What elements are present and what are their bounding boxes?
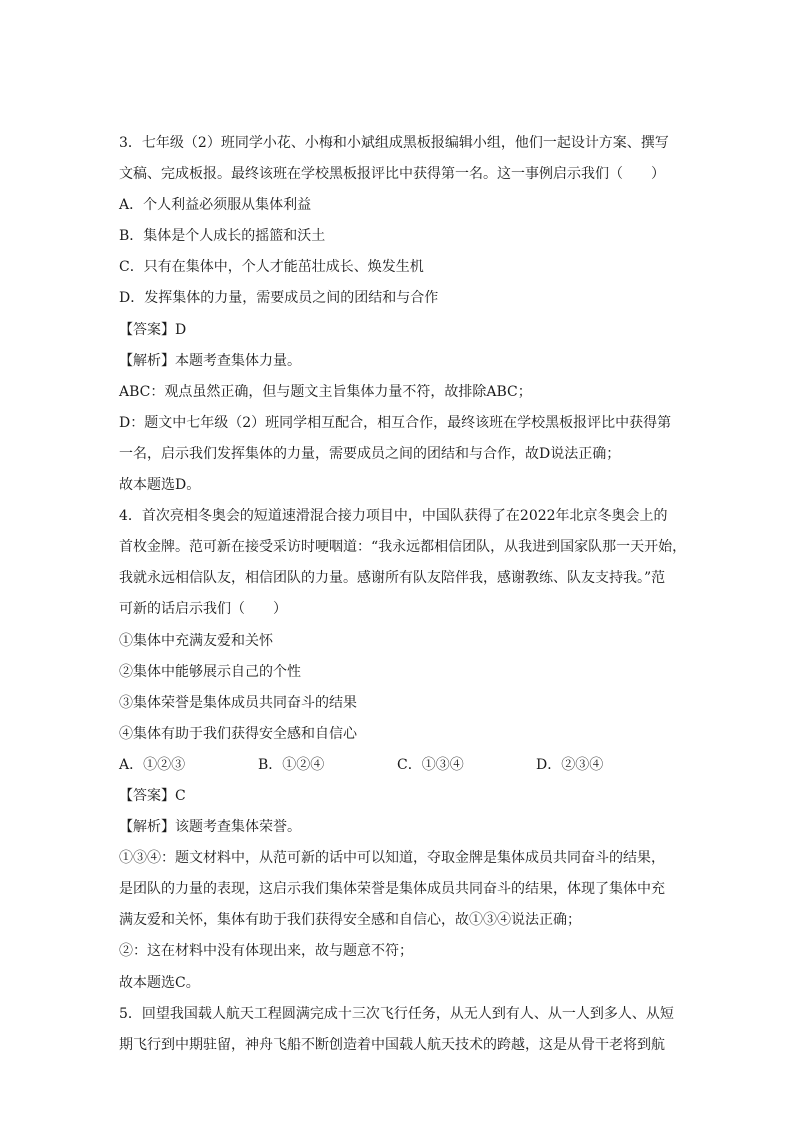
q3-analysis-line: ABC：观点虽然正确，但与题文主旨集体力量不符，故排除ABC； (119, 383, 532, 400)
q4-analysis-line: ②：这在材料中没有体现出来，故与题意不符； (119, 943, 413, 960)
q4-stem-line: 4．首次亮相冬奥会的短道速滑混合接力项目中，中国队获得了在2022年北京冬奥会上的 (119, 508, 668, 525)
q4-stem-line: 我就永远相信队友，相信团队的力量。感谢所有队友陪伴我，感谢教练、队友支持我。”范 (119, 570, 666, 587)
q4-analysis-line: 满友爱和关怀，集体有助于我们获得安全感和自信心，故①③④说法正确； (119, 912, 581, 929)
q5-stem-line: 5．回望我国载人航天工程圆满完成十三次飞行任务，从无人到有人、从一人到多人、从短 (119, 1005, 674, 1022)
q3-analysis-line: 一名，启示我们发挥集体的力量，需要成员之间的团结和与合作，故D说法正确； (119, 445, 621, 462)
q3-analysis-intro: 【解析】本题考查集体力量。 (119, 352, 301, 369)
q4-conclusion: 故本题选C。 (119, 974, 200, 991)
q3-conclusion: 故本题选D。 (119, 477, 201, 494)
q4-analysis-line: 是团队的力量的表现，这启示我们集体荣誉是集体成员共同奋斗的结果，体现了集体中充 (119, 881, 665, 898)
q4-option-c: C．①③④ (397, 756, 464, 773)
q3-option-c: C．只有在集体中，个人才能茁壮成长、焕发生机 (119, 259, 424, 276)
q4-answer: 【答案】C (119, 787, 186, 804)
document-page (119, 128, 687, 1061)
q4-item-2: ②集体中能够展示自己的个性 (119, 663, 301, 680)
q3-stem-line: 3．七年级（2）班同学小花、小梅和小斌组成黑板报编辑小组，他们一起设计方案、撰写 (119, 135, 669, 151)
q4-option-d: D．②③④ (536, 756, 604, 773)
q4-option-b: B．①②④ (258, 756, 325, 773)
q4-option-a: A．①②③ (119, 756, 186, 773)
q3-stem-line: 文稿、完成板报。最终该班在学校黑板报评比中获得第一名。这一事例启示我们（ ） (119, 166, 665, 183)
q4-analysis-intro: 【解析】该题考查集体荣誉。 (119, 819, 301, 836)
q3-answer: 【答案】D (119, 321, 187, 338)
q4-item-3: ③集体荣誉是集体成员共同奋斗的结果 (119, 694, 357, 711)
q5-stem-line: 期飞行到中期驻留，神舟飞船不断创造着中国载人航天技术的跨越，这是从骨干老将到航 (119, 1036, 665, 1053)
q4-item-1: ①集体中充满友爱和关怀 (119, 632, 273, 649)
q4-analysis-line: ①③④：题文材料中，从范可新的话中可以知道，夺取金牌是集体成员共同奋斗的结果， (119, 850, 665, 867)
q4-stem-line: 首枚金牌。范可新在接受采访时哽咽道：“我永远都相信团队，从我进到国家队那一天开始， (119, 539, 687, 556)
q3-option-d: D．发挥集体的力量，需要成员之间的团结和与合作 (119, 290, 439, 307)
q4-options-row (119, 750, 679, 781)
q3-option-b: B．集体是个人成长的摇篮和沃土 (119, 228, 326, 245)
q3-analysis-line: D：题文中七年级（2）班同学相互配合，相互合作，最终该班在学校黑板报评比中获得第 (119, 414, 672, 431)
q3-option-a: A．个人利益必须服从集体利益 (119, 197, 312, 214)
q4-item-4: ④集体有助于我们获得安全感和自信心 (119, 725, 357, 742)
q4-stem-line: 可新的话启示我们（ ） (119, 601, 287, 618)
